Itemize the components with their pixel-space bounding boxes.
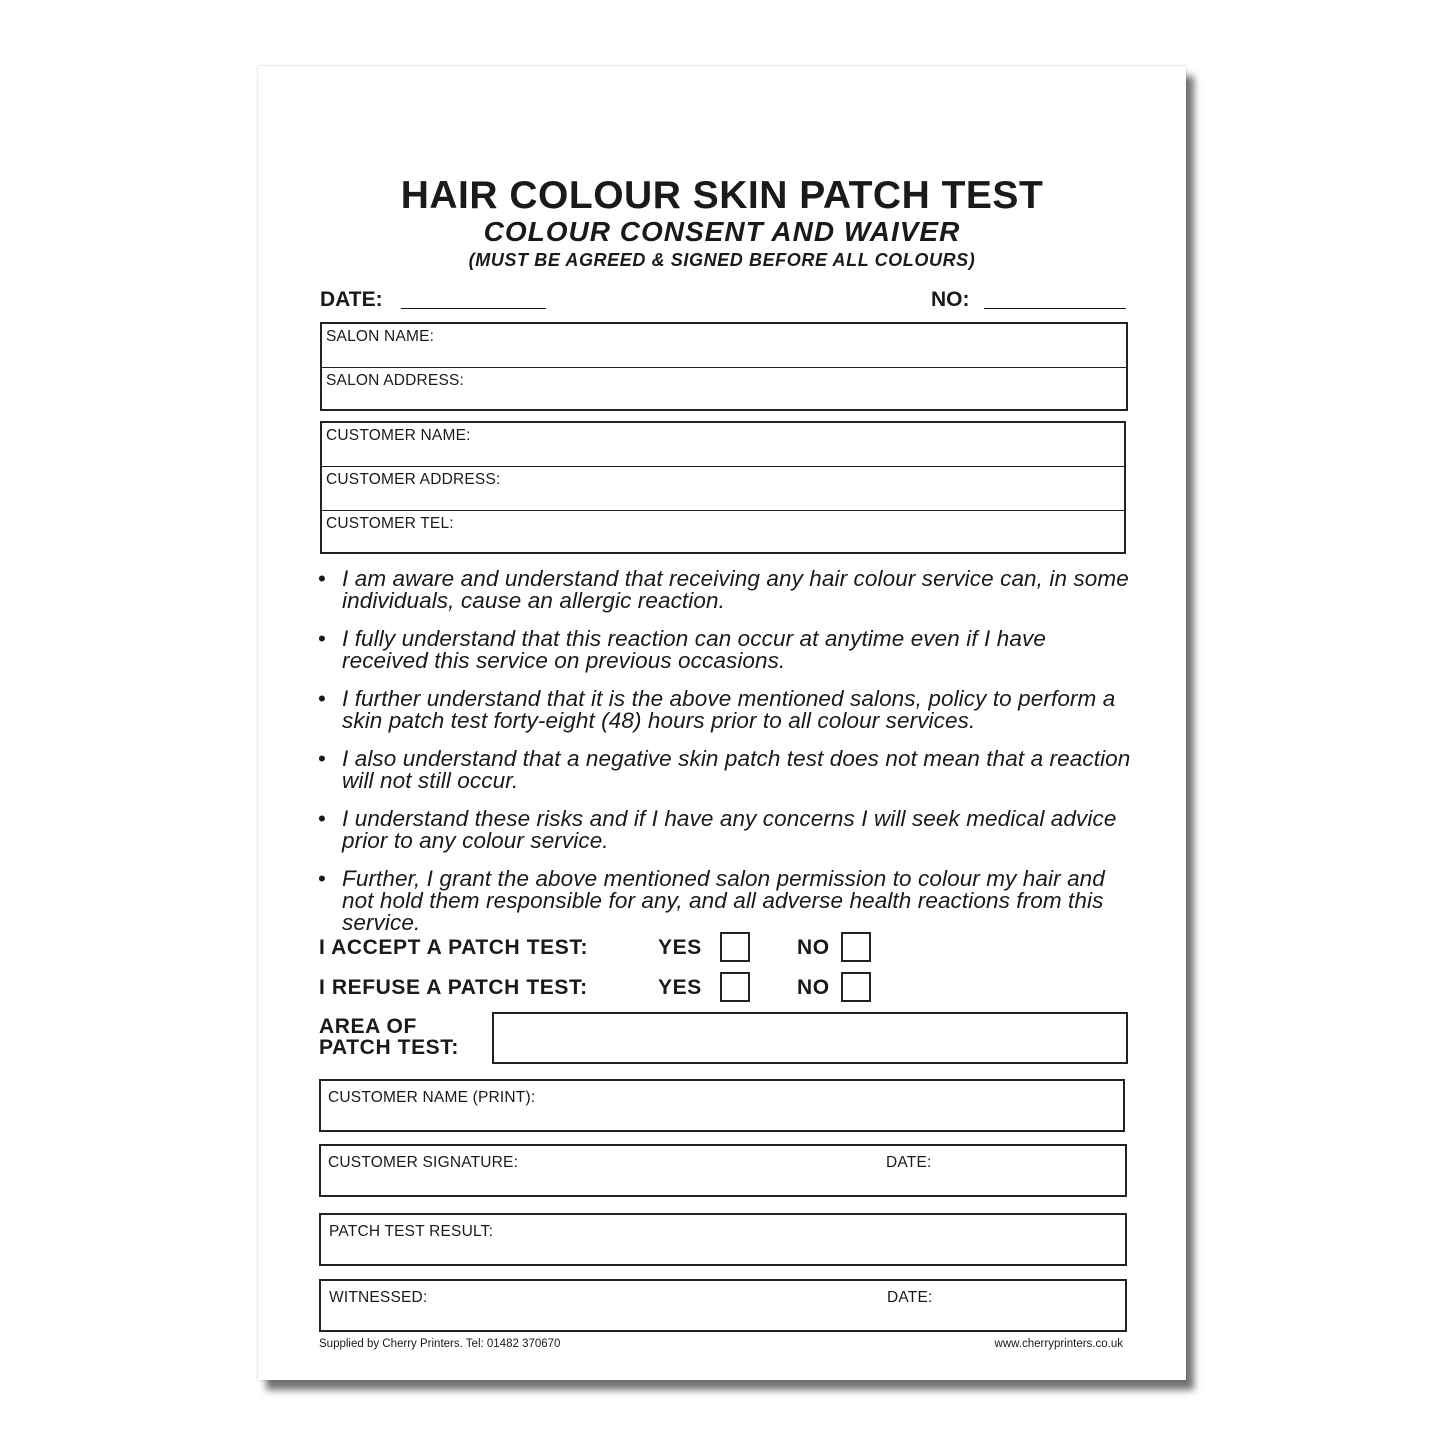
number-label: NO: (931, 288, 970, 311)
customer-details-box (320, 421, 1126, 554)
refuse-no-label: NO (797, 976, 830, 999)
bullet-icon: • (318, 866, 326, 891)
area-of-patch-test-field[interactable] (492, 1012, 1128, 1064)
number-field[interactable] (984, 308, 1126, 309)
signature-date-label: DATE: (886, 1154, 932, 1171)
salon-address-label: SALON ADDRESS: (326, 372, 465, 389)
bullet-icon: • (318, 746, 326, 771)
patch-test-result-label: PATCH TEST RESULT: (329, 1223, 494, 1240)
salon-address-field[interactable] (322, 368, 1126, 409)
bullet-icon: • (318, 566, 326, 591)
form-subtitle: COLOUR CONSENT AND WAIVER (483, 216, 961, 247)
term-item: • I understand these risks and if I have any concerns I will seek medical advice prior to any colour service. (318, 806, 1117, 853)
salon-details-box (320, 322, 1128, 411)
witnessed-field[interactable] (319, 1279, 1127, 1332)
customer-signature-field[interactable] (319, 1144, 1127, 1197)
website-footer: www.cherryprinters.co.uk (994, 1338, 1123, 1350)
area-of-patch-test-label: AREA OF PATCH TEST: (319, 1015, 459, 1059)
bullet-icon: • (318, 626, 326, 651)
accept-yes-label: YES (658, 936, 702, 959)
customer-name-print-label: CUSTOMER NAME (PRINT): (328, 1089, 536, 1106)
date-field[interactable] (401, 308, 546, 309)
refuse-yes-label: YES (658, 976, 702, 999)
customer-name-label: CUSTOMER NAME: (326, 427, 471, 444)
customer-tel-label: CUSTOMER TEL: (326, 515, 454, 532)
accept-no-checkbox[interactable] (841, 932, 871, 962)
patch-test-result-field[interactable] (319, 1213, 1127, 1266)
bullet-icon: • (318, 686, 326, 711)
witnessed-date-label: DATE: (887, 1289, 933, 1306)
accept-yes-checkbox[interactable] (720, 932, 750, 962)
form-title: HAIR COLOUR SKIN PATCH TEST (400, 174, 1044, 217)
form-note: (MUST BE AGREED & SIGNED BEFORE ALL COLOURS) (468, 250, 976, 270)
term-item: • I further understand that it is the above mentioned salons, policy to perform a skin patch test forty-eight (48) hours prior to all colour services. (318, 686, 1116, 733)
refuse-patch-test-label: I REFUSE A PATCH TEST: (319, 976, 588, 999)
form-page (258, 66, 1186, 1380)
salon-name-label: SALON NAME: (326, 328, 435, 345)
term-item: • Further, I grant the above mentioned salon permission to colour my hair and not hold them responsible for any, and all adverse health reactions from this service. (318, 866, 1105, 935)
bullet-icon: • (318, 806, 326, 831)
customer-name-field[interactable] (322, 423, 1124, 467)
supplier-footer: Supplied by Cherry Printers. Tel: 01482 370670 (319, 1338, 561, 1350)
term-item: • I also understand that a negative skin patch test does not mean that a reaction will not still occur. (318, 746, 1131, 793)
term-item: • I fully understand that this reaction can occur at anytime even if I have received this service on previous occasions. (318, 626, 1046, 673)
accept-patch-test-label: I ACCEPT A PATCH TEST: (319, 936, 589, 959)
salon-name-field[interactable] (322, 324, 1126, 368)
consent-terms-list (318, 568, 1138, 950)
customer-signature-label: CUSTOMER SIGNATURE: (328, 1154, 519, 1171)
refuse-yes-checkbox[interactable] (720, 972, 750, 1002)
accept-no-label: NO (797, 936, 830, 959)
customer-address-field[interactable] (322, 467, 1124, 511)
term-item: • I am aware and understand that receiving any hair colour service can, in some individuals, cause an allergic reaction. (318, 566, 1129, 613)
date-label: DATE: (320, 288, 383, 311)
customer-tel-field[interactable] (322, 511, 1124, 552)
customer-name-print-field[interactable] (319, 1079, 1125, 1132)
refuse-no-checkbox[interactable] (841, 972, 871, 1002)
customer-address-label: CUSTOMER ADDRESS: (326, 471, 501, 488)
witnessed-label: WITNESSED: (329, 1289, 428, 1306)
